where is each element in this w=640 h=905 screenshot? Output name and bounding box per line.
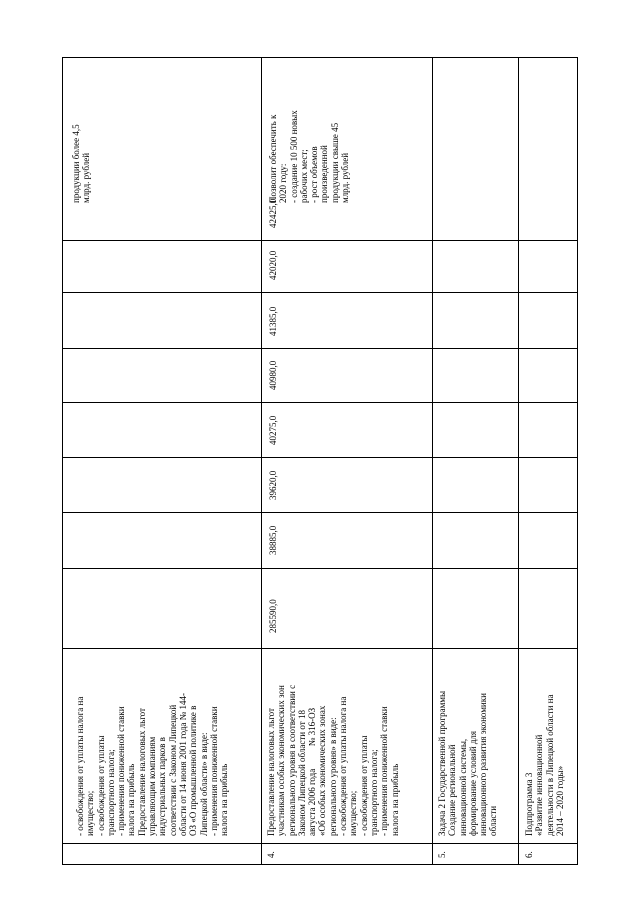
column-divider [63, 292, 577, 293]
row-divider [261, 58, 262, 864]
row-4-description: Предоставление налоговых льгот участникам особых экономических зон регионального уровня в соответствии с Законом Липецкой области от 18 августа 2006 года № 316-ОЗ «Об особых экономических зонах регионального уровня» в виде: - освобождения от уплаты налога на имущество; - освобождения от уплаты транспортного налога; - применения пониженной ставки налога на прибыль [266, 684, 400, 836]
row-6-description: Подпрограмма 3 «Развитие инновационной деятельности в Липецкой области на 2014 – 2020 годы» [524, 694, 565, 836]
row-5-number: 5. [437, 851, 447, 858]
row-4-number: 4. [266, 851, 276, 858]
row-5-description: Задача 2 Государственной программы Создание региональной инновационной системы, формирование условий для инновационного развития экономики области [437, 690, 499, 836]
program-table [62, 57, 578, 865]
column-divider [63, 457, 577, 458]
row-4-value-2017: 40980,0 [268, 360, 278, 390]
row-continuation-description: - освобождения от уплаты налога на имущество; - освобождения от уплаты транспортного налога; - применения пониженной ставки налога на прибыль Предоставление налоговых льгот управляющим компаниям индустриальных парков в соответствии с Законом Липецкой области от 14 июня 2001 года № 144- ОЗ «О промышленной политике в Липецкой области» в виде: - применения пониженной ставки налога на прибыль [75, 692, 230, 836]
row-4-value-total: 285590,0 [268, 599, 278, 633]
row-4-result: Позволит обеспечить к 2020 году: - создание 10 500 новых рабочих мест; - рост объемов произведенной продукции свыше 45 млрд. рублей [268, 110, 351, 203]
column-divider [63, 512, 577, 513]
row-divider [518, 58, 519, 864]
column-divider [63, 240, 577, 241]
column-divider [63, 402, 577, 403]
row-continuation-result: продукции более 4,5 млрд. рублей [71, 124, 92, 203]
column-divider [63, 568, 577, 569]
row-4-value-2015: 39620,0 [268, 470, 278, 500]
column-divider [63, 348, 577, 349]
row-4-value-2020: 42425,0 [268, 198, 278, 228]
row-4-value-2014: 38885,0 [268, 525, 278, 555]
row-4-value-2016: 40275,0 [268, 415, 278, 445]
row-4-value-2018: 41385,0 [268, 306, 278, 336]
row-6-number: 6. [524, 851, 534, 858]
column-divider [63, 843, 577, 844]
row-divider [432, 58, 433, 864]
row-4-value-2019: 42020,0 [268, 250, 278, 280]
